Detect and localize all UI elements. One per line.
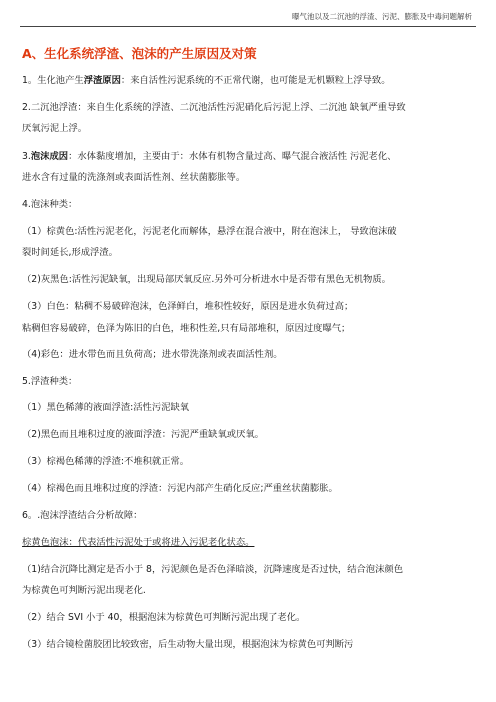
paragraph-line: （2)黑色而且堆积过度的液面浮渣：污泥严重缺氧或厌氧。 <box>22 429 264 440</box>
paragraph-line: 2.二沉池浮渣：来自生化系统的浮渣、二沉池活性污泥硝化后污泥上浮、二沉池 缺氧严重导致 <box>22 102 406 113</box>
section-heading: A、生化系统浮渣、泡沫的产生原因及对策 <box>22 46 257 61</box>
paragraph-line: （3）棕褐色稀薄的浮渣:不堆积就正常。 <box>22 456 190 467</box>
paragraph-line: （1)结合沉降比测定是否小于 8，污泥颜色是否色泽暗淡，沉降速度是否过快，结合泡沫颜色 <box>22 564 403 575</box>
paragraph-line: 1。生化池产生浮渣原因：来自活性污泥系统的不正常代谢，也可能是无机颗粒上浮导致。 <box>22 75 391 86</box>
paragraph-line: 4.泡沫种类： <box>22 199 78 210</box>
paragraph-line: 5.浮渣种类： <box>22 376 78 387</box>
paragraph-line: 厌氧污泥上浮。 <box>22 123 88 134</box>
paragraph-line: 6。.泡沫浮渣结合分析故障： <box>22 510 143 521</box>
header-divider <box>20 26 476 27</box>
bold-term: 浮渣原因 <box>83 75 121 86</box>
bold-term: 泡沫成因 <box>30 151 69 162</box>
paragraph-line: 裂时间延长,形成浮渣。 <box>22 247 118 258</box>
paragraph-line: （1）棕黄色:活性污泥老化，污泥老化而解体，悬浮在混合液中，附在泡沫上， 导致泡沫破 <box>22 226 397 237</box>
paragraph-line: （4）棕褐色而且堆积过度的浮渣：污泥内部产生硝化反应;严重丝状菌膨胀。 <box>22 483 338 494</box>
paragraph-line: （3）结合镜检菌胶团比较致密，后生动物大量出现，根据泡沫为棕黄色可判断污 <box>22 639 354 650</box>
paragraph-line: 3.泡沫成因：水体黏度增加，主要由于：水体有机物含量过高、曝气混合液活性 污泥老化、 <box>22 151 397 162</box>
paragraph-line: 进水含有过量的洗涤剂或表面活性剂、丝状菌膨胀等。 <box>22 172 246 183</box>
paragraph-line: 为棕黄色可判断污泥出现老化. <box>22 585 146 596</box>
page-header: 曝气池以及二沉池的浮渣、污泥、膨胀及中毒问题解析 <box>292 12 472 21</box>
paragraph-line: （1）黑色稀薄的液面浮渣:活性污泥缺氧 <box>22 402 190 413</box>
paragraph-line: （2)灰黑色:活性污泥缺氧，出现局部厌氧反应.另外可分析进水中是否带有黑色无机物质。 <box>22 274 391 285</box>
paragraph-line: （2）结合 SVI 小于 40，根据泡沫为棕黄色可判断污泥出现了老化。 <box>22 612 306 623</box>
paragraph-line: （3）白色：粘稠不易破碎泡沫，色泽鲜白，堆积性较好，原因是进水负荷过高； <box>22 301 354 312</box>
paragraph-line: 粘稠但容易破碎，色泽为陈旧的白色，堆积性差,只有局部堆积，原因过度曝气； <box>22 323 351 334</box>
paragraph-line: （4)彩色：进水带色而且负荷高；进水带洗涤剂或表面活性剂。 <box>22 349 283 360</box>
underlined-line: 棕黄色泡沫：代表活性污泥处于或将进入污泥老化状态。 <box>22 537 255 548</box>
